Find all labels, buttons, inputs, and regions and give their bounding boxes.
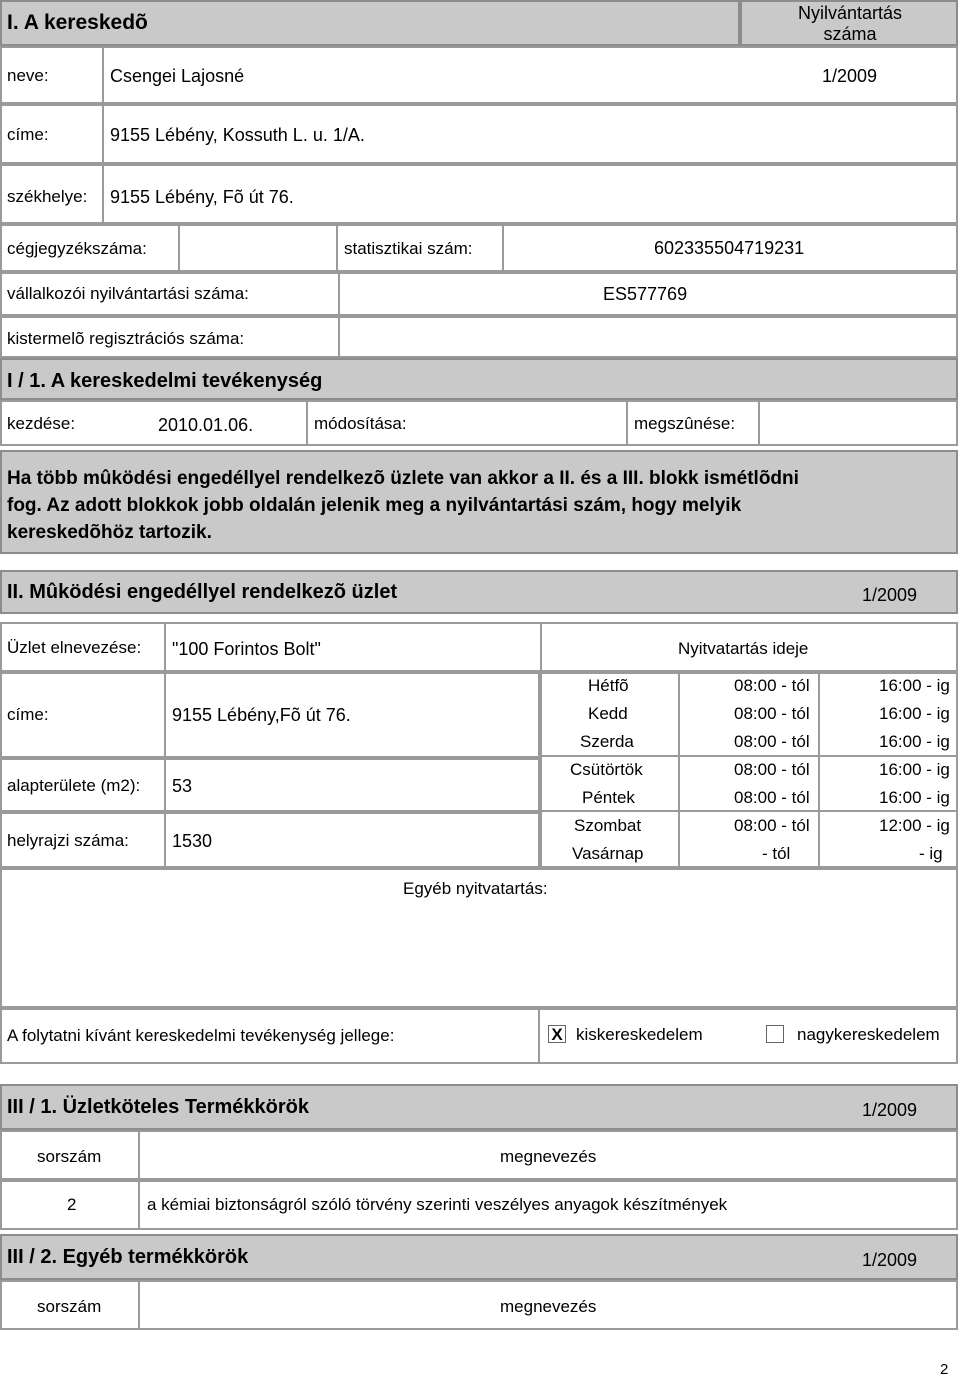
divider	[164, 622, 166, 672]
area-label: alapterülete (m2):	[7, 776, 141, 795]
hours-to: 16:00 - ig	[879, 732, 950, 751]
col-name-header: megnevezés	[500, 1147, 597, 1166]
company-reg-label: cégjegyzékszáma:	[7, 239, 147, 258]
col-number-header: sorszám	[37, 1147, 102, 1166]
entrepreneur-label: vállalkozói nyilvántartási száma:	[7, 284, 249, 303]
other-hours-label: Egyéb nyitvatartás:	[403, 879, 548, 898]
plot-value: 1530	[172, 831, 213, 851]
section-3-1-registry-number: 1/2009	[862, 1100, 918, 1120]
hours-to: 16:00 - ig	[879, 760, 950, 779]
divider	[102, 104, 104, 164]
stat-value: 602335504719231	[654, 238, 805, 258]
activity-type-label: A folytatni kívánt kereskedelmi tevékenység jellege:	[7, 1026, 395, 1045]
divider	[540, 622, 542, 672]
notice-line-3: kereskedõhöz tartozik.	[7, 522, 212, 543]
seat-value: 9155 Lébény, Fõ út 76.	[110, 187, 294, 207]
page-number: 2	[940, 1361, 949, 1378]
area-value: 53	[172, 776, 193, 796]
divider	[538, 1008, 540, 1064]
hours-from: 08:00 - tól	[734, 732, 810, 751]
divider	[502, 224, 504, 272]
hours-to: 16:00 - ig	[879, 676, 950, 695]
section-1-1-title: I / 1. A kereskedelmi tevékenység	[7, 370, 323, 392]
divider	[338, 272, 340, 316]
stat-label: statisztikai szám:	[344, 239, 473, 258]
shop-name-label: Üzlet elnevezése:	[7, 638, 142, 657]
divider	[164, 812, 166, 868]
shop-name-row	[0, 622, 958, 672]
divider	[102, 164, 104, 224]
hours-from: 08:00 - tól	[734, 816, 810, 835]
divider	[138, 1280, 140, 1330]
hours-to: 16:00 - ig	[879, 704, 950, 723]
activity-dates-row	[0, 400, 958, 446]
hours-from: - tól	[762, 844, 791, 863]
divider	[678, 672, 680, 868]
notice-line-1: Ha több mûködési engedéllyel rendelkezõ üzlete van akkor a II. és a III. blokk ismétlõdni	[7, 468, 799, 489]
hours-to: 16:00 - ig	[879, 788, 950, 807]
hours-from: 08:00 - tól	[734, 760, 810, 779]
shop-name-value: "100 Forintos Bolt"	[172, 639, 321, 659]
shop-address-label: címe:	[7, 705, 49, 724]
address-value: 9155 Lébény, Kossuth L. u. 1/A.	[110, 125, 365, 145]
col-name-header: megnevezés	[500, 1297, 597, 1316]
address-label: címe:	[7, 125, 49, 144]
section-2-title: II. Mûködési engedéllyel rendelkezõ üzlet	[7, 581, 398, 603]
divider	[102, 46, 104, 104]
day-label: Csütörtök	[570, 760, 643, 779]
divider	[540, 810, 958, 812]
day-label: Szerda	[580, 732, 634, 751]
section-1-title: I. A kereskedõ	[7, 11, 148, 34]
col-number-header: sorszám	[37, 1297, 102, 1316]
start-label: kezdése:	[7, 414, 76, 433]
row-number: 2	[67, 1195, 77, 1214]
name-value: Csengei Lajosné	[110, 66, 245, 86]
day-label: Szombat	[574, 816, 642, 835]
section-3-1-title: III / 1. Üzletköteles Termékkörök	[7, 1096, 309, 1118]
name-label: neve:	[7, 66, 49, 85]
divider	[540, 755, 958, 757]
entrepreneur-value: ES577769	[603, 284, 688, 304]
modify-label: módosítása:	[314, 414, 407, 433]
wholesale-label: nagykereskedelem	[797, 1025, 940, 1044]
notice-line-2: fog. Az adott blokkok jobb oldalán jelenik meg a nyilvántartási szám, hogy melyik	[7, 495, 742, 516]
divider	[138, 1180, 140, 1230]
divider	[138, 1130, 140, 1180]
section-3-2-title: III / 2. Egyéb termékkörök	[7, 1246, 249, 1268]
hours-from: 08:00 - tól	[734, 704, 810, 723]
registry-number: 1/2009	[822, 66, 878, 86]
hours-to: 12:00 - ig	[879, 816, 950, 835]
end-label: megszûnése:	[634, 414, 736, 433]
day-label: Hétfõ	[588, 676, 629, 695]
section-3-2-registry-number: 1/2009	[862, 1250, 918, 1270]
smallholder-label: kistermelõ regisztrációs száma:	[7, 329, 245, 348]
divider	[306, 400, 308, 446]
divider	[164, 758, 166, 812]
hours-from: 08:00 - tól	[734, 788, 810, 807]
products-header-row	[0, 1130, 958, 1180]
divider	[758, 400, 760, 446]
registry-header: Nyilvántartás száma	[797, 3, 903, 44]
divider	[626, 400, 628, 446]
divider	[818, 672, 820, 868]
other-products-header-row	[0, 1280, 958, 1330]
divider	[178, 224, 180, 272]
shop-address-value: 9155 Lébény,Fõ út 76.	[172, 705, 351, 725]
plot-label: helyrajzi száma:	[7, 831, 129, 850]
hours-header: Nyitvatartás ideje	[678, 639, 809, 658]
divider	[338, 316, 340, 358]
seat-label: székhelye:	[7, 187, 88, 206]
day-label: Kedd	[588, 704, 628, 723]
hours-to: - ig	[919, 844, 943, 863]
row-name: a kémiai biztonságról szóló törvény szerinti veszélyes anyagok készítmények	[147, 1195, 728, 1214]
start-value: 2010.01.06.	[158, 415, 254, 435]
retail-label: kiskereskedelem	[576, 1025, 703, 1044]
divider	[164, 672, 166, 758]
section-2-registry-number: 1/2009	[862, 585, 918, 605]
hours-from: 08:00 - tól	[734, 676, 810, 695]
day-label: Vasárnap	[572, 844, 644, 863]
divider	[336, 224, 338, 272]
wholesale-checkbox[interactable]	[766, 1025, 784, 1043]
retail-checkbox[interactable]: X	[548, 1025, 566, 1043]
day-label: Péntek	[582, 788, 635, 807]
